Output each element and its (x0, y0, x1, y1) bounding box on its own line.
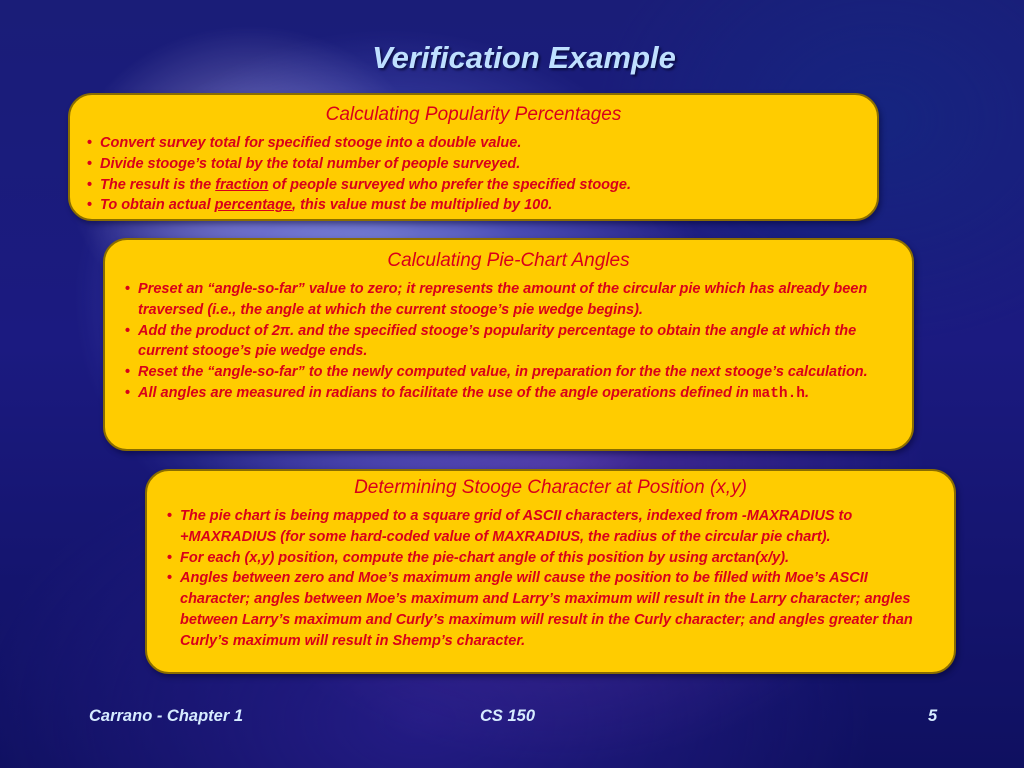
box-heading: Calculating Pie-Chart Angles (387, 250, 630, 271)
pie-chart-angles-box (103, 238, 914, 451)
footer-page-number: 5 (928, 707, 938, 725)
bullet-text: The pie chart is being mapped to a square grid of ASCII characters, indexed from -MAXRADIUS to +MAXRADIUS (for some hard-coded value of MAXRADIUS, the radius of the circular pie chart). (180, 508, 853, 545)
list-item: • Divide stooge’s total by the total number of people surveyed. (87, 155, 521, 172)
bullet-text: For each (x,y) position, compute the pie-chart angle of this position by using arctan(x/y). (180, 549, 790, 566)
footer-chapter: Carrano - Chapter 1 (89, 707, 244, 725)
list-item: • The pie chart is being mapped to a square grid of ASCII characters, indexed from -MAXRADIUS to +MAXRADIUS (for some hard-coded value of MAXRADIUS, the radius of the circular pie chart). (167, 508, 853, 545)
percentage-underlined-word: percentage (214, 197, 293, 214)
box-heading: Determining Stooge Character at Position (x,y) (354, 477, 747, 498)
list-item: • The result is the fraction of people surveyed who prefer the specified stooge. (87, 176, 631, 193)
bullet-text: Add the product of 2π. and the specified stooge’s popularity percentage to obtain the angle at which the current stooge’s pie wedge ends. (138, 322, 857, 360)
bullet-text: To obtain actual (100, 197, 215, 214)
list-item: • Convert survey total for specified stooge into a double value. (87, 135, 522, 151)
list-item: • Reset the “angle-so-far” to the newly computed value, in preparation for the the next stooge’s calculation. (125, 364, 868, 381)
list-item: • Add the product of 2π. and the specified stooge’s popularity percentage to obtain the angle at which the current stooge’s pie wedge ends. (125, 322, 857, 360)
list-item: • Preset an “angle-so-far” value to zero; it represents the amount of the circular pie which has already been traversed (i.e., the angle at which the current stooge’s pie wedge begins). (125, 281, 868, 318)
bullet-text: The result is the (100, 176, 216, 193)
bullet-text: Reset the “angle-so-far” to the newly computed value, in preparation for the the next stooge’s calculation. (138, 364, 868, 381)
bullet-text: of people surveyed who prefer the specified stooge. (268, 176, 631, 193)
bullet-text: Divide stooge’s total by the total number of people surveyed. (100, 155, 521, 172)
bullet-text: , this value must be multiplied by 100. (292, 197, 553, 214)
bullet-text: All angles are measured in radians to facilitate the use of the angle operations defined in (138, 384, 753, 401)
bullet-text: . (805, 384, 810, 401)
bullet-list (87, 133, 857, 216)
box-heading: Calculating Popularity Percentages (325, 104, 622, 125)
list-item: • Angles between zero and Moe’s maximum angle will cause the position to be filled with Moe’s ASCII character; angles between Moe’s maximum and Larry’s maximum will result in the Larry character; angles between Larry’s maximum and Curly’s maximum will result in the Curly character; and angles greater than Curly’s maximum will result in Shemp’s character. (167, 570, 913, 649)
bullet-text: Convert survey total for specified stooge into a double value. (100, 135, 522, 151)
bullet-text: Preset an “angle-so-far” value to zero; it represents the amount of the circular pie which has already been traversed (i.e., the angle at which the current stooge’s pie wedge begins). (138, 281, 868, 318)
slide-title: Verification Example (372, 40, 676, 75)
list-item: • All angles are measured in radians to facilitate the use of the angle operations defined in math.h. (125, 384, 810, 402)
bullet-text: Angles between zero and Moe’s maximum angle will cause the position to be filled with Moe’s ASCII character; angles between Moe’s maximum and Larry’s maximum will result in the Larry character; angles between Larry’s maximum and Curly’s maximum will result in the Curly character; and angles greater than Curly’s maximum will result in Shemp’s character. (180, 570, 913, 649)
fraction-underlined-word: fraction (215, 176, 269, 193)
bullet-list (167, 506, 936, 652)
footer-course: CS 150 (480, 707, 536, 725)
bullet-list (125, 279, 890, 405)
stooge-character-box (145, 469, 956, 674)
math-h-code: math.h (752, 385, 806, 402)
popularity-percentages-box (68, 93, 879, 221)
list-item: • To obtain actual percentage, this value must be multiplied by 100. (87, 197, 553, 214)
list-item: • For each (x,y) position, compute the pie-chart angle of this position by using arctan(x/y). (167, 549, 790, 566)
